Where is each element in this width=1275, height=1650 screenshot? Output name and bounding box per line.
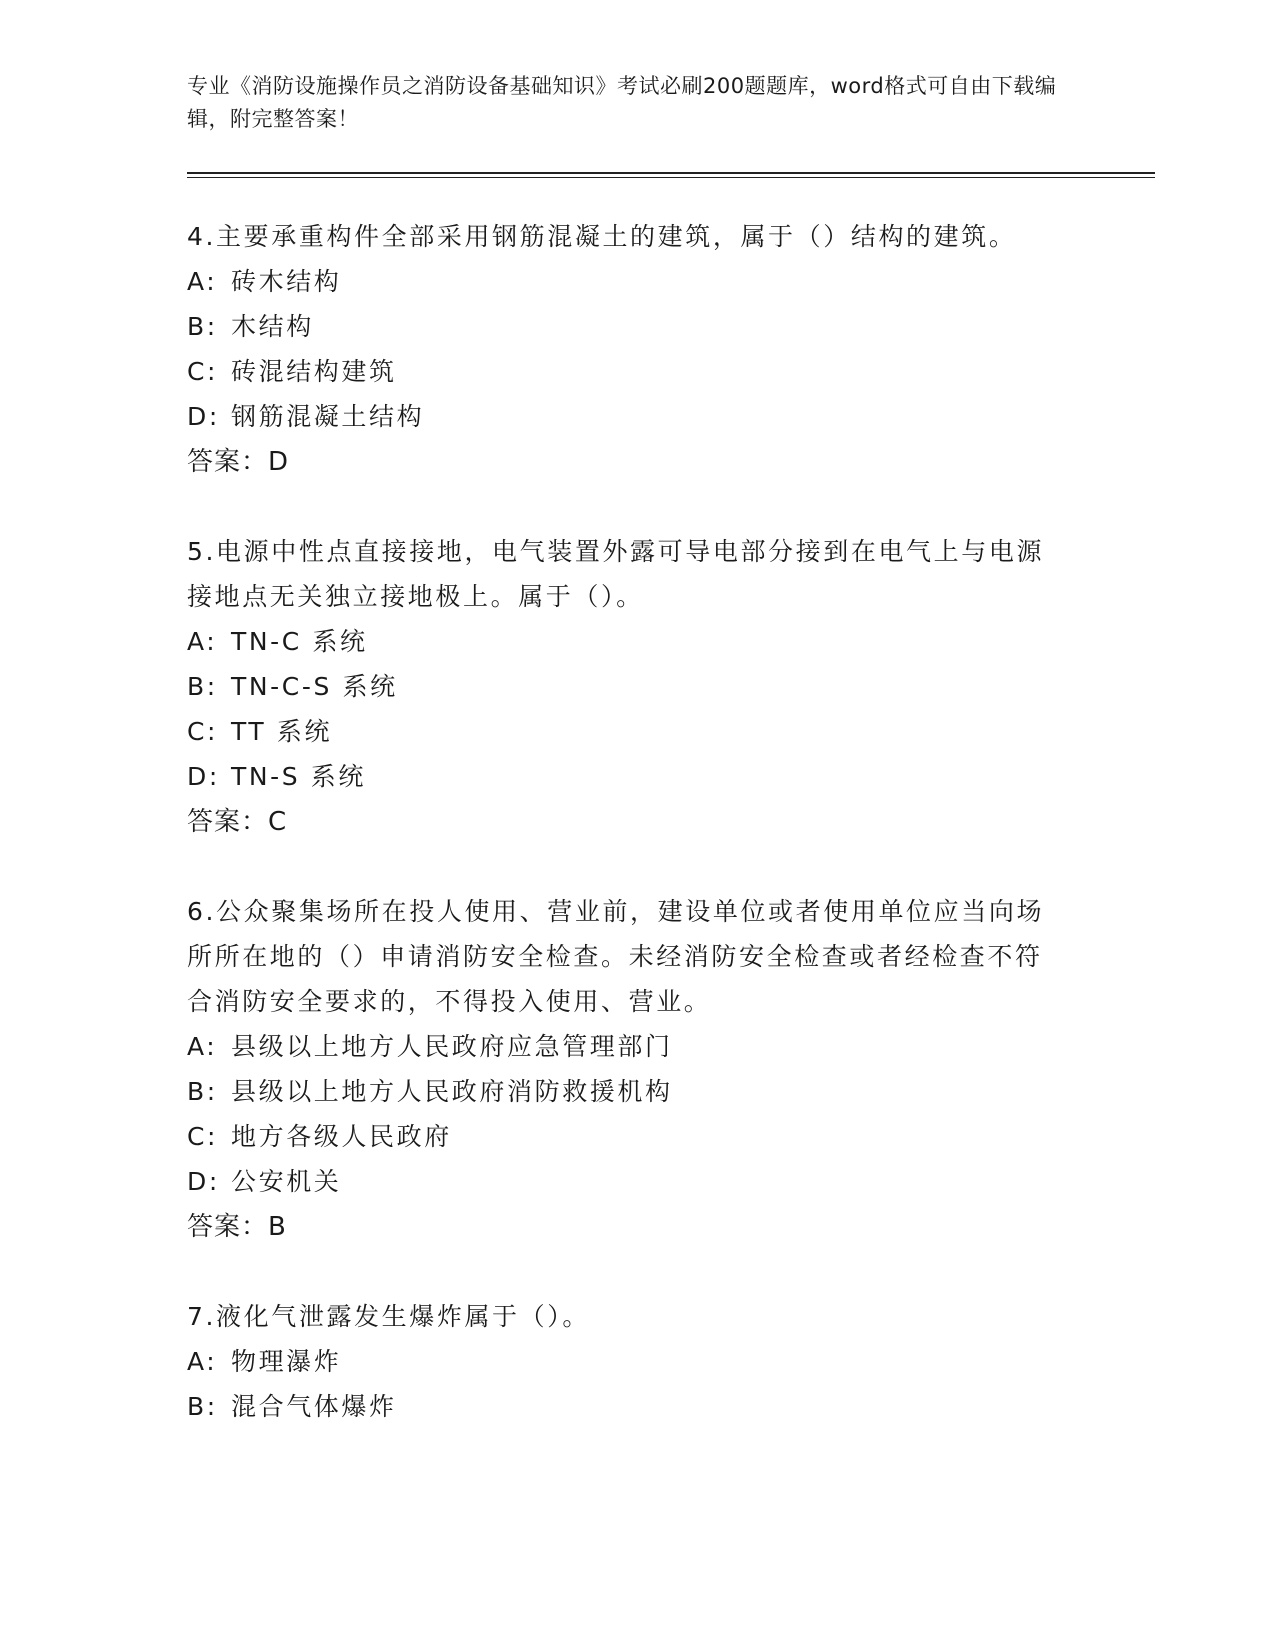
option-letter: D:: [187, 1167, 220, 1196]
question-text: 7.液化气泄露发生爆炸属于（）。: [187, 1302, 590, 1331]
option-text: 县级以上地方人民政府应急管理部门: [231, 1032, 673, 1061]
option-letter: A:: [187, 267, 218, 296]
option-a: [187, 1024, 1157, 1069]
question-text: 4.主要承重构件全部采用钢筋混凝土的建筑，属于（）结构的建筑。: [187, 222, 1017, 251]
question-text: 5.电源中性点直接接地，电气装置外露可导电部分接到在电气上与电源接地点无关独立接地极上。属于（）。: [187, 537, 1045, 611]
option-b: [187, 1069, 1157, 1114]
option-c: [187, 349, 1157, 394]
answer-text: 答案：C: [187, 807, 288, 837]
option-a: [187, 259, 1157, 304]
option-text: TN-C 系统: [231, 627, 368, 656]
option-text: TN-S 系统: [231, 762, 367, 791]
option-letter: B:: [187, 1392, 218, 1421]
document-page: [187, 70, 1157, 1473]
option-text: 木结构: [231, 312, 314, 341]
option-text: 公安机关: [231, 1167, 342, 1196]
option-letter: C:: [187, 717, 219, 746]
option-text: TT 系统: [231, 717, 333, 746]
document-header: 专业《消防设施操作员之消防设备基础知识》考试必刷200题题库，word格式可自由下载编辑，附完整答案！: [187, 74, 1057, 131]
option-letter: B:: [187, 1077, 218, 1106]
option-d: [187, 1159, 1157, 1204]
option-letter: B:: [187, 312, 218, 341]
question-7: [187, 1294, 1157, 1429]
option-b: [187, 1384, 1157, 1429]
option-text: 砖混结构建筑: [231, 357, 397, 386]
option-a: [187, 619, 1157, 664]
option-letter: A:: [187, 1032, 218, 1061]
option-letter: A:: [187, 627, 218, 656]
question-6: [187, 889, 1157, 1250]
option-text: 地方各级人民政府: [231, 1122, 452, 1151]
option-letter: B:: [187, 672, 218, 701]
answer-text: 答案：D: [187, 447, 290, 477]
question-text: 6.公众聚集场所在投人使用、营业前，建设单位或者使用单位应当向场所所在地的（）申请消防安全检查。未经消防安全检查或者经检查不符合消防安全要求的，不得投入使用、营业。: [187, 897, 1045, 1016]
option-d: [187, 394, 1157, 439]
option-b: [187, 304, 1157, 349]
option-c: [187, 1114, 1157, 1159]
option-a: [187, 1339, 1157, 1384]
option-b: [187, 664, 1157, 709]
option-text: TN-C-S 系统: [231, 672, 398, 701]
option-c: [187, 709, 1157, 754]
header-divider: [187, 172, 1155, 174]
option-text: 物理瀑炸: [231, 1347, 342, 1376]
answer-text: 答案：B: [187, 1212, 287, 1242]
option-text: 混合气体爆炸: [231, 1392, 397, 1421]
option-letter: D:: [187, 402, 220, 431]
option-text: 县级以上地方人民政府消防救援机构: [231, 1077, 673, 1106]
option-letter: A:: [187, 1347, 218, 1376]
option-text: 砖木结构: [231, 267, 342, 296]
option-text: 钢筋混凝土结构: [231, 402, 425, 431]
option-letter: C:: [187, 357, 219, 386]
question-list: [187, 214, 1157, 1429]
question-5: [187, 529, 1157, 845]
question-4: [187, 214, 1157, 485]
option-d: [187, 754, 1157, 799]
option-letter: C:: [187, 1122, 219, 1151]
option-letter: D:: [187, 762, 220, 791]
